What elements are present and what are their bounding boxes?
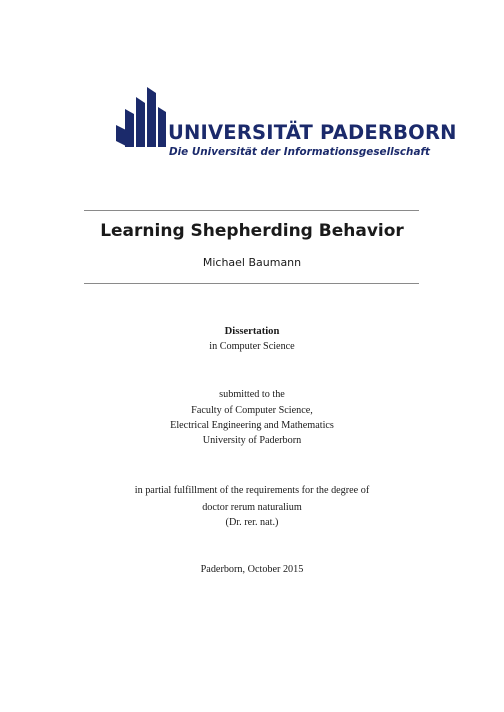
degree-name: doctor rerum naturalium <box>202 502 302 513</box>
dissertation-heading: Dissertation <box>224 326 280 337</box>
faculty-line-1: Faculty of Computer Science, <box>191 405 313 416</box>
faculty-line-2: Electrical Engineering and Mathematics <box>170 420 334 431</box>
thesis-title: Learning Shepherding Behavior <box>100 221 404 241</box>
degree-intro: in partial fulfillment of the requirements for the degree of <box>134 485 370 496</box>
degree-abbrev: (Dr. rer. nat.) <box>225 517 279 528</box>
degree-block <box>0 483 504 530</box>
dissertation-block <box>0 324 504 354</box>
top-rule <box>84 210 419 211</box>
author-name: Michael Baumann <box>202 256 302 269</box>
university-logo <box>116 87 457 163</box>
university-slogan: Die Universität der Informationsgesellschaft <box>169 146 430 158</box>
submission-intro: submitted to the <box>219 389 285 400</box>
university-line: University of Paderborn <box>202 435 302 446</box>
submission-block <box>0 387 504 448</box>
university-name: UNIVERSITÄT PADERBORN <box>168 121 457 144</box>
bottom-rule <box>84 283 419 284</box>
place-date: Paderborn, October 2015 <box>200 564 304 575</box>
dissertation-field: in Computer Science <box>209 341 295 352</box>
university-emblem-icon <box>116 87 166 147</box>
